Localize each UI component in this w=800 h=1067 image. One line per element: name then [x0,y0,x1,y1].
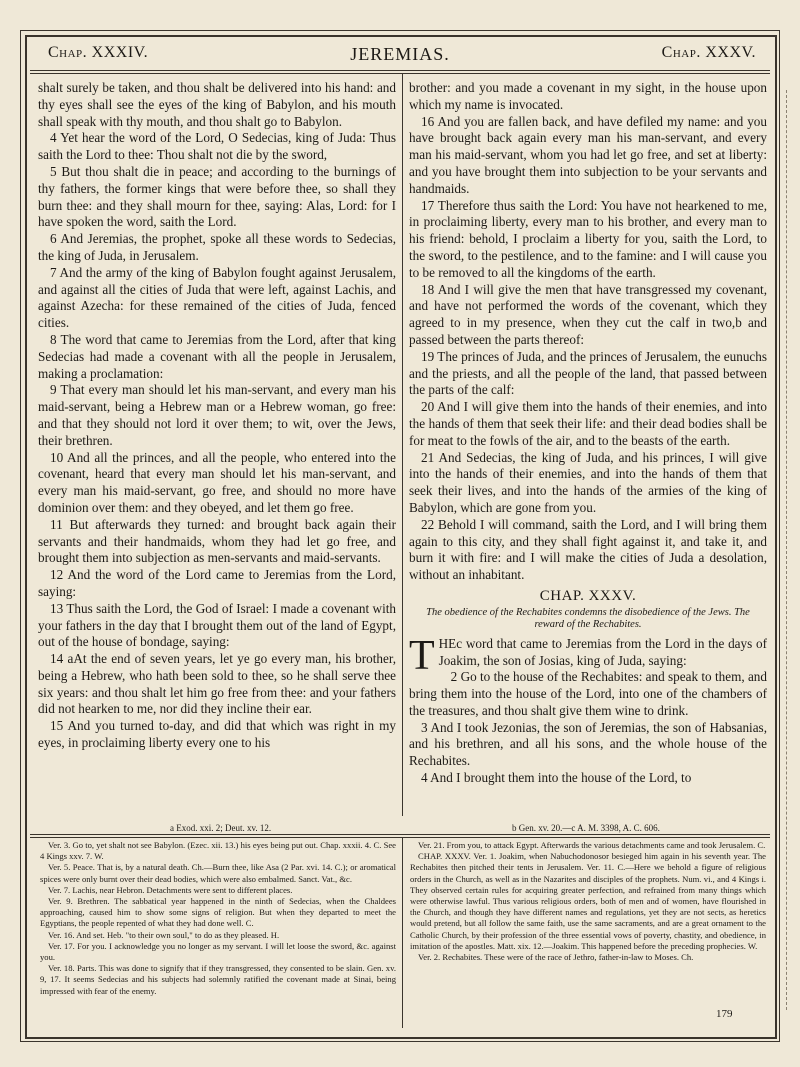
column-divider [402,74,403,816]
notes-divider [402,838,403,1028]
verse: 7 And the army of the king of Babylon fought against Jerusalem, and against all the cities of Juda that were left, against Lachis, and against Azecha: for these remained of the cities of Juda, fenced cities. [38,264,396,331]
verse: 13 Thus saith the Lord, the God of Israel: I made a covenant with your fathers in the day that I brought them out of the land of Egypt, out of the house of bondage, saying: [38,600,396,650]
chapter-right-label: Chap. XXXV. [661,44,756,61]
header-rule [30,70,770,71]
verse: 5 But thou shalt die in peace; and according to the burnings of thy fathers, the former kings that were before thee, so shall they burn thee: and they shall mourn for thee, saying: Alas, Lord: for I have spoken the word, saith the Lord. [38,163,396,230]
commentary-left [40,840,396,1020]
chapter-left-label: Chap. XXXIV. [48,44,149,61]
chapter-summary: The obedience of the Rechabites condemns the disobedience of the Jews. The reward of the Rechabites. [426,606,750,631]
note: Ver. 5. Peace. That is, by a natural death. Ch.—Burn thee, like Asa (2 Par. xvi. 14. C.); or aromatical spices were only burnt over their dead bodies, which were also embalmed. Sanct. Vat., &c. [40,862,396,884]
page-number: 179 [716,1008,733,1020]
verse: 15 And you turned to-day, and did that which was right in my eyes, in proclaiming liberty every one to his [38,718,396,751]
cross-reference-right: b Gen. xv. 20.—c A. M. 3398, A. C. 606. [512,823,660,833]
note: Ver. 21. From you, to attack Egypt. Afterwards the various detachments came and took Jerusalem. C. [418,840,766,850]
verse: 16 And you are fallen back, and have defiled my name: and you have brought back again every man his man-servant, and every man his maid-servant, whom you had let go free, and set at liberty: and you have brought them into subjection to be your servants and handmaids. [409,113,767,196]
header-rule-double [30,73,770,74]
commentary-right [410,840,766,1020]
verse: 22 Behold I will command, saith the Lord, and I will bring them again to this city, and they shall fight against it, and take it, and burn it with fire: and I will make the cities of Juda a desolation, without an inhabitant. [409,516,767,583]
note: Ver. 16. And set. Heb. "to their own soul," to do as they pleased. H. [48,929,280,940]
note: Ver. 3. Go to, yet shalt not see Babylon. (Ezec. xii. 13.) his eyes being put out. Chap. xxxii. 4. C. See 4 Kings xxv. 7. W. [40,840,396,862]
left-text-column [38,80,396,800]
right-text-column [409,80,767,800]
verse: 21 And Sedecias, the king of Juda, and his princes, I will give into the hands of their enemies, and into the hands of them that seek their lives, and into the hands of the armies of the king of Babylon, which are gone from you. [409,449,767,515]
verse: 8 The word that came to Jeremias from the Lord, after that king Sedecias had made a covenant with all the people in Jerusalem, making a proclamation: [38,331,396,381]
cross-reference-left: a Exod. xxi. 2; Deut. xv. 12. [170,823,272,833]
verse: 11 But afterwards they turned: and brought back again their servants and their handmaids, whom they had let go free, and brought them into subjection as men-servants and maid-servants. [38,516,396,566]
verse: shalt surely be taken, and thou shalt be delivered into his hand: and thy eyes shall see the eyes of the king of Babylon, and his mouth shall speak with thy mouth, and thou shalt go to Babylon. [38,80,396,129]
verse: 20 And I will give them into the hands of their enemies, and into the hands of them that seek their life: and their dead bodies shall be for meat to the fowls of the air, and to the beasts of the earth. [409,399,767,448]
page-edge [786,90,793,1010]
verse: 6 And Jeremias, the prophet, spoke all these words to Sedecias, the king of Juda, in Jerusalem. [38,231,396,263]
verse: 12 And the word of the Lord came to Jeremias from the Lord, saying: [38,567,396,599]
verse: 19 The princes of Juda, and the princes of Jerusalem, the eunuchs and the priests, and all the people of the land, that passed between the parts of the calf: [409,348,767,398]
note: Ver. 17. For you. I acknowledge you no longer as my servant. I will let loose the sword, &c. against you. [40,940,396,963]
note: Ver. 18. Parts. This was done to signify that if they transgressed, they consented to be slain. Gen. xv. 9, 17. It seems Sedecias and his subjects had solemnly ratified the covenant made at Sinai, being impressed with fear of the enemy. [40,963,396,996]
verse: 10 And all the princes, and all the people, who entered into the covenant, heard that every man should let his man-servant, and every man his maid-servant, go free, and should no more have dominion over them: and they obeyed, and let them go free. [38,449,396,515]
verse: 17 Therefore thus saith the Lord: You have not hearkened to me, in proclaiming liberty, every man to his brother, and every man to his friend: behold, I proclaim a liberty for you, saith the Lord, to the sword, to the pestilence, and to the famine: and I will cause you to be removed to all the kingdoms of the earth. [409,197,767,280]
note: Ver. 7. Lachis, near Hebron. Detachments were sent to different places. [48,884,293,895]
verse: 14 aAt the end of seven years, let ye go every man, his brother, being a Hebrew, who hath been sold to thee, so he shall serve thee six years: and thou shalt let him go free from thee: and your fathers did not hearken to me, nor did they incline their ear. [38,651,396,717]
drop-capital: T [409,632,435,679]
verse: 2 Go to the house of the Rechabites: and speak to them, and bring them into the house of the Lord, into one of the chambers of the treasures, and thou shalt give them wine to drink. [409,669,767,718]
verse: 18 And I will give the men that have transgressed my covenant, and have not performed the words of the covenant, which they agreed to in my presence, when they cut the calf in two,b and passed between the parts thereof: [409,281,767,347]
verse: 4 Yet hear the word of the Lord, O Sedecias, king of Juda: Thus saith the Lord to thee: Thou shalt not die by the sword, [38,130,396,163]
note: CHAP. XXXV. Ver. 1. Joakim, when Nabuchodonosor besieged him again in his seventh year. The Rechabites then pitched their tents in Jerusalem. Ver. 11. C.—Here we behold a figure of religious orders in the Church, as well as in the Nazarites and disciples of the prophets. Num. vi., and 4 Kings i. They observed certain rules for acquiring greater perfection, and refrained from many things which were otherwise lawful. Thus various religious orders, both of men and of women, have flourished in the Church, and though they have different names and regulations, yet they are not sects, as heretics would pretend, but all follow the same faith, use the same sacraments, and are a great ornament to the Catholic Church, by their profession of the three essential vows of poverty, chastity, and obedience, in imitation of the apostles. Matt. xix. 12.—Joakim. This happened before the preceding prophecies. W. [410,851,766,951]
note: Ver. 9. Brethren. The sabbatical year happened in the ninth of Sedecias, when the Chaldees approaching, caused him to show some signs of religion. But when they departed to meet the Egyptians, the people repented of what they had done well. C. [40,896,396,929]
verse: 3 And I took Jezonias, the son of Jeremias, the son of Habsanias, and his brethren, and all his sons, and the whole house of the Rechabites. [409,719,767,769]
verse: 9 That every man should let his man-servant, and every man his maid-servant, being a Hebrew man or a Hebrew woman, go free: and that they should not lord it over them; to wit, over the Jews, their brethren. [38,382,396,448]
verse: brother: and you made a covenant in my sight, in the house upon which my name is invocated. [409,80,767,112]
verse: 4 And I brought them into the house of the Lord, to [421,770,692,786]
chapter-heading: CHAP. XXXV. [539,587,637,604]
running-title: JEREMIAS. [350,44,450,64]
note: Ver. 2. Rechabites. These were of the race of Jethro, father-in-law to Moses. Ch. [418,952,694,963]
notes-rule-double [30,837,770,838]
first-verse-text: HEc word that came to Jeremias from the Lord in the days of Joakim, the son of Josias, king of Juda, saying: [438,635,767,668]
first-verse [409,632,767,679]
notes-rule [30,834,770,835]
